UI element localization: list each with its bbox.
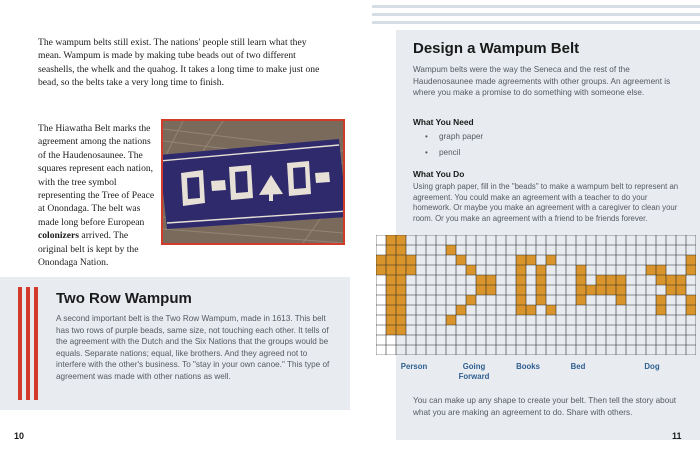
hiawatha-belt-illustration: [163, 121, 343, 243]
bead-cell: [396, 315, 406, 325]
bead-cell: [536, 295, 546, 305]
bead-pattern-labels: [376, 362, 696, 384]
bead-cell: [516, 285, 526, 295]
bead-cell: [666, 285, 676, 295]
bead-cell: [656, 295, 666, 305]
what-you-do-heading: What You Do: [413, 169, 465, 179]
design-wampum-intro: Wampum belts were the way the Seneca and the rest of the Haudenosaunee made agreements with other groups. An agreement is where you make a promise to do something with someone else.: [413, 65, 671, 98]
bead-cell: [396, 255, 406, 265]
bead-cell: [376, 255, 386, 265]
bead-cell: [396, 285, 406, 295]
bead-graph-grid: [376, 235, 696, 355]
bead-cell: [616, 295, 626, 305]
bead-cell: [656, 275, 666, 285]
label-bed: Bed: [570, 362, 586, 371]
materials-list: [425, 132, 483, 164]
instructions-text: Using graph paper, fill in the "beads" to make a wampum belt to represent an agreement. You could make an agreement with a teacher to do your homework. Or maybe you make an agreement with a caregiver to clean your room. Or you make an agreement with a friend to be friends forever.: [413, 182, 679, 223]
bead-cell: [396, 305, 406, 315]
bead-cell: [456, 255, 466, 265]
bead-cell: [526, 305, 536, 315]
bead-cell: [476, 275, 486, 285]
bead-cell: [616, 285, 626, 295]
bead-cell: [516, 295, 526, 305]
bead-cell: [576, 285, 586, 295]
label-person: Person: [400, 362, 428, 371]
bead-cell: [376, 265, 386, 275]
bead-cell: [386, 305, 396, 315]
design-wampum-title: Design a Wampum Belt: [413, 40, 580, 57]
page-number-left: 10: [14, 431, 25, 441]
materials-item: • graph paper: [425, 132, 483, 148]
wampum-intro-paragraph: The wampum belts still exist. The nations' people still learn what they mean. Wampum is made by making tube beads out of two different seashells, the whelk and the quahog. It takes a long time to make just one bead, so the belts take a very long time to finish.: [38, 37, 320, 89]
bead-cell: [676, 275, 686, 285]
label-dog: Dog: [644, 362, 660, 371]
bead-cell: [466, 295, 476, 305]
bead-cell: [646, 265, 656, 275]
bead-cell: [386, 275, 396, 285]
bead-cell: [686, 305, 696, 315]
bead-cell: [386, 265, 396, 275]
page-number-right: 11: [672, 431, 682, 441]
two-row-wampum-text: A second important belt is the Two Row Wampum, made in 1613. This belt has two rows of purple beads, same size, not touching each other. It tells of the agreement with the Dutch and the Six Nations that the groups would be equals. Separate nations; equal, like brothers. And they agreed not to interfere with the other's business. To "stay in your own canoe." This type of agreement was made with other nations as well.: [56, 314, 330, 381]
top-decorative-stripes: [372, 5, 700, 27]
two-row-wampum-title: Two Row Wampum: [56, 290, 192, 307]
bead-cell: [466, 265, 476, 275]
bead-cell: [386, 315, 396, 325]
bead-cell: [446, 245, 456, 255]
bead-cell: [396, 245, 406, 255]
bead-cell: [586, 285, 596, 295]
hiawatha-text-end: arrived. The original belt is kept by the Onondaga Nation.: [38, 230, 139, 269]
bead-cell: [386, 255, 396, 265]
bead-cell: [396, 295, 406, 305]
bead-cell: [396, 265, 406, 275]
hiawatha-paragraph: [38, 122, 158, 269]
bead-cell: [536, 275, 546, 285]
bead-cell: [516, 275, 526, 285]
bead-cell: [606, 285, 616, 295]
bead-cell: [486, 275, 496, 285]
hiawatha-belt-photo: [161, 119, 345, 245]
what-you-need-heading: What You Need: [413, 117, 474, 127]
bead-cell: [536, 285, 546, 295]
bead-cell: [406, 265, 416, 275]
bead-cell: [616, 275, 626, 285]
bead-cell: [686, 295, 696, 305]
bead-cell: [656, 305, 666, 315]
bead-cell: [396, 325, 406, 335]
bead-cell: [546, 255, 556, 265]
bead-cell: [656, 265, 666, 275]
materials-item: • pencil: [425, 148, 483, 164]
bead-cell: [516, 305, 526, 315]
bead-cell: [446, 315, 456, 325]
bead-cell: [396, 235, 406, 245]
bead-cell: [386, 245, 396, 255]
bead-cell: [606, 275, 616, 285]
bead-cell: [666, 275, 676, 285]
bead-cell: [576, 265, 586, 275]
bead-cell: [686, 265, 696, 275]
bead-cell: [476, 285, 486, 295]
bead-cell: [676, 285, 686, 295]
bead-cell: [526, 255, 536, 265]
bead-cell: [456, 305, 466, 315]
bead-cell: [576, 275, 586, 285]
bead-cell: [386, 285, 396, 295]
colonizers-bold-term: colonizers: [38, 230, 80, 242]
hiawatha-text-start: The Hiawatha Belt marks the agreement among the nations of the Haudenosaunee. The squares represent each nation, with the tree symbol representing the Tree of Peace at Onondaga. The belt was made long before European: [38, 123, 155, 228]
bead-cell: [386, 325, 396, 335]
bead-cell: [546, 305, 556, 315]
two-row-red-stripes: [18, 287, 44, 400]
bead-cell: [386, 295, 396, 305]
bead-cell: [536, 265, 546, 275]
bead-cell: [576, 295, 586, 305]
bead-cell: [686, 255, 696, 265]
bead-cell: [516, 255, 526, 265]
label-going-forward: Going Forward: [458, 362, 490, 381]
bead-cell: [516, 265, 526, 275]
bead-cell: [406, 255, 416, 265]
bead-cell: [596, 285, 606, 295]
label-books: Books: [516, 362, 540, 371]
bead-cell: [396, 275, 406, 285]
closing-text: You can make up any shape to create your belt. Then tell the story about what you are making an agreement to do. Share with others.: [413, 396, 677, 417]
bead-cell: [386, 235, 396, 245]
bead-cell: [486, 285, 496, 295]
bead-cell: [596, 275, 606, 285]
